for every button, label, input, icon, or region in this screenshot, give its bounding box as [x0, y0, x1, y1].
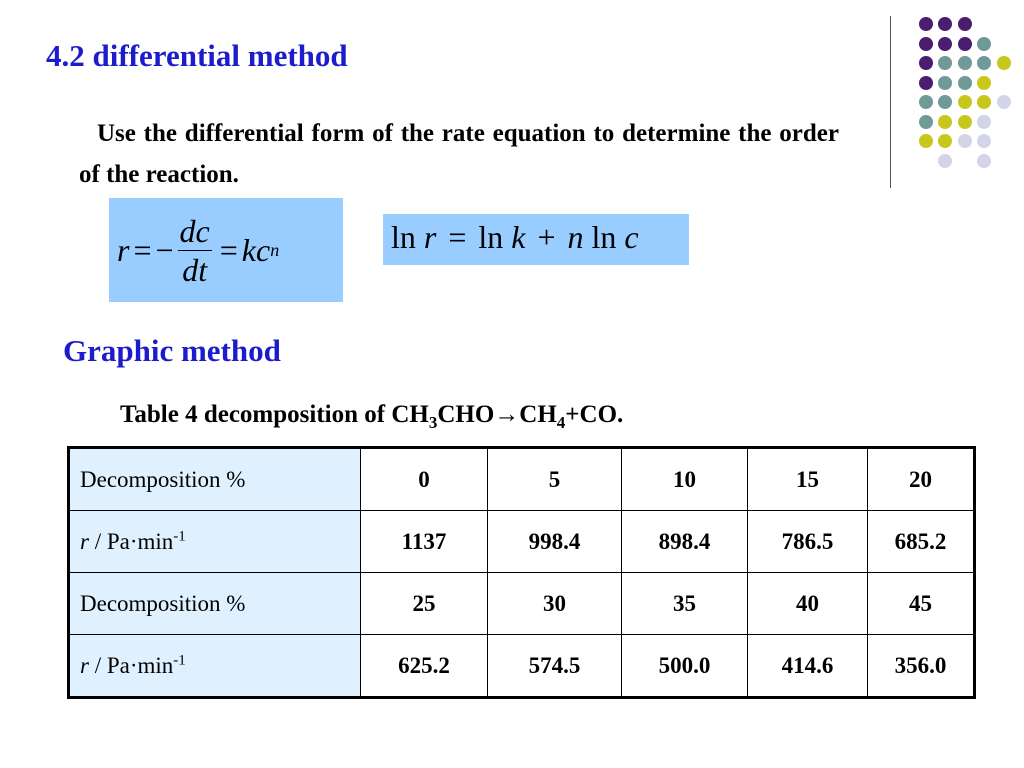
- table-row: [69, 573, 975, 635]
- decorative-dot: [938, 56, 952, 70]
- decorative-dot: [958, 76, 972, 90]
- table-row: [69, 448, 975, 511]
- decorative-dot: [919, 37, 933, 51]
- decorative-dot: [977, 154, 991, 168]
- eq-equals-1: =: [133, 231, 152, 268]
- table-cell: 10: [622, 448, 748, 511]
- eq-numerator: dc: [179, 212, 210, 249]
- decorative-dot: [938, 154, 952, 168]
- section-title: Graphic method: [63, 333, 281, 368]
- eq2-equals: =: [448, 219, 467, 255]
- decorative-divider: [890, 16, 891, 188]
- decorative-dot: [919, 95, 933, 109]
- eq2-ln-2: ln: [478, 219, 504, 255]
- table-cell: 414.6: [748, 635, 868, 698]
- table-row: [69, 635, 975, 698]
- table-cell: 20: [868, 448, 975, 511]
- table-cell: 998.4: [488, 511, 622, 573]
- table-caption: [120, 401, 624, 432]
- eq2-n: n: [567, 219, 584, 255]
- table-cell: 5: [488, 448, 622, 511]
- table-row: [69, 511, 975, 573]
- row-header-unit: / Pa·min: [88, 652, 174, 678]
- decorative-dot: [919, 76, 933, 90]
- table-cell: 356.0: [868, 635, 975, 698]
- table-cell: 500.0: [622, 635, 748, 698]
- decorative-dot: [977, 76, 991, 90]
- log-equation-box: [383, 214, 689, 265]
- table-cell: 786.5: [748, 511, 868, 573]
- eq-lhs: r: [117, 231, 130, 268]
- table-cell: 1137: [361, 511, 488, 573]
- decorative-dot: [958, 95, 972, 109]
- eq-denominator: dt: [182, 251, 208, 288]
- eq2-k: k: [511, 219, 526, 255]
- row-header-unit: / Pa·min: [88, 528, 174, 554]
- decorative-dot: [938, 95, 952, 109]
- decorative-dot: [938, 134, 952, 148]
- decorative-dot: [958, 17, 972, 31]
- caption-mid: CHO: [437, 401, 495, 428]
- decorative-dot: [919, 56, 933, 70]
- row-header: Decomposition %: [69, 573, 361, 635]
- table-cell: 45: [868, 573, 975, 635]
- table-cell: 15: [748, 448, 868, 511]
- eq-minus: −: [155, 231, 174, 268]
- eq2-ln-1: ln: [391, 219, 416, 255]
- eq2-r: r: [423, 219, 437, 255]
- table-cell: 25: [361, 573, 488, 635]
- decorative-dot: [938, 115, 952, 129]
- decorative-dot: [977, 95, 991, 109]
- page-title: 4.2 differential method: [46, 38, 348, 73]
- table-cell: 35: [622, 573, 748, 635]
- row-header: [69, 511, 361, 573]
- intro-text: Use the differential form of the rate equation to determine the order of the reaction.: [79, 120, 839, 188]
- decorative-dot: [977, 56, 991, 70]
- table-cell: 685.2: [868, 511, 975, 573]
- table-cell: 40: [748, 573, 868, 635]
- decorative-dot: [919, 17, 933, 31]
- decorative-dot: [997, 56, 1011, 70]
- decorative-dot: [958, 37, 972, 51]
- decorative-dot: [977, 134, 991, 148]
- table-cell: 574.5: [488, 635, 622, 698]
- caption-prefix: Table 4 decomposition of CH: [120, 401, 429, 428]
- decorative-dot: [958, 56, 972, 70]
- table-cell: 625.2: [361, 635, 488, 698]
- caption-suffix: +CO.: [565, 401, 624, 428]
- eq-equals-2: =: [219, 231, 238, 268]
- table-cell: 0: [361, 448, 488, 511]
- caption-sub-3: 3: [428, 413, 438, 432]
- reaction-arrow: →: [494, 401, 520, 428]
- eq2-ln-3: ln: [591, 219, 617, 255]
- decorative-dot: [919, 134, 933, 148]
- row-header-sup: -1: [173, 651, 186, 668]
- decorative-dot: [958, 115, 972, 129]
- row-header-r: r: [80, 652, 89, 678]
- rate-equation-box: r = − $\frac{dc}{dt}$ = k c n: [109, 198, 343, 302]
- decorative-dot: [919, 115, 933, 129]
- table-cell: 30: [488, 573, 622, 635]
- row-header-sup: -1: [173, 527, 186, 544]
- decorative-dot: [938, 17, 952, 31]
- decorative-dot: [977, 37, 991, 51]
- row-header: [69, 635, 361, 698]
- eq-k: k: [241, 231, 256, 268]
- eq2-c: c: [624, 219, 639, 255]
- caption-sub-4: 4: [556, 413, 566, 432]
- decorative-dot: [938, 76, 952, 90]
- eq2-plus: +: [537, 219, 556, 255]
- row-header-r: r: [80, 528, 89, 554]
- decorative-dot: [977, 115, 991, 129]
- decorative-dot: [938, 37, 952, 51]
- eq-fraction: [178, 212, 212, 289]
- caption-ch: CH: [519, 401, 557, 428]
- decorative-dot: [997, 95, 1011, 109]
- decorative-dot: [958, 134, 972, 148]
- data-table: [67, 446, 976, 699]
- row-header: Decomposition %: [69, 448, 361, 511]
- table-cell: 898.4: [622, 511, 748, 573]
- eq-c: c: [256, 231, 271, 268]
